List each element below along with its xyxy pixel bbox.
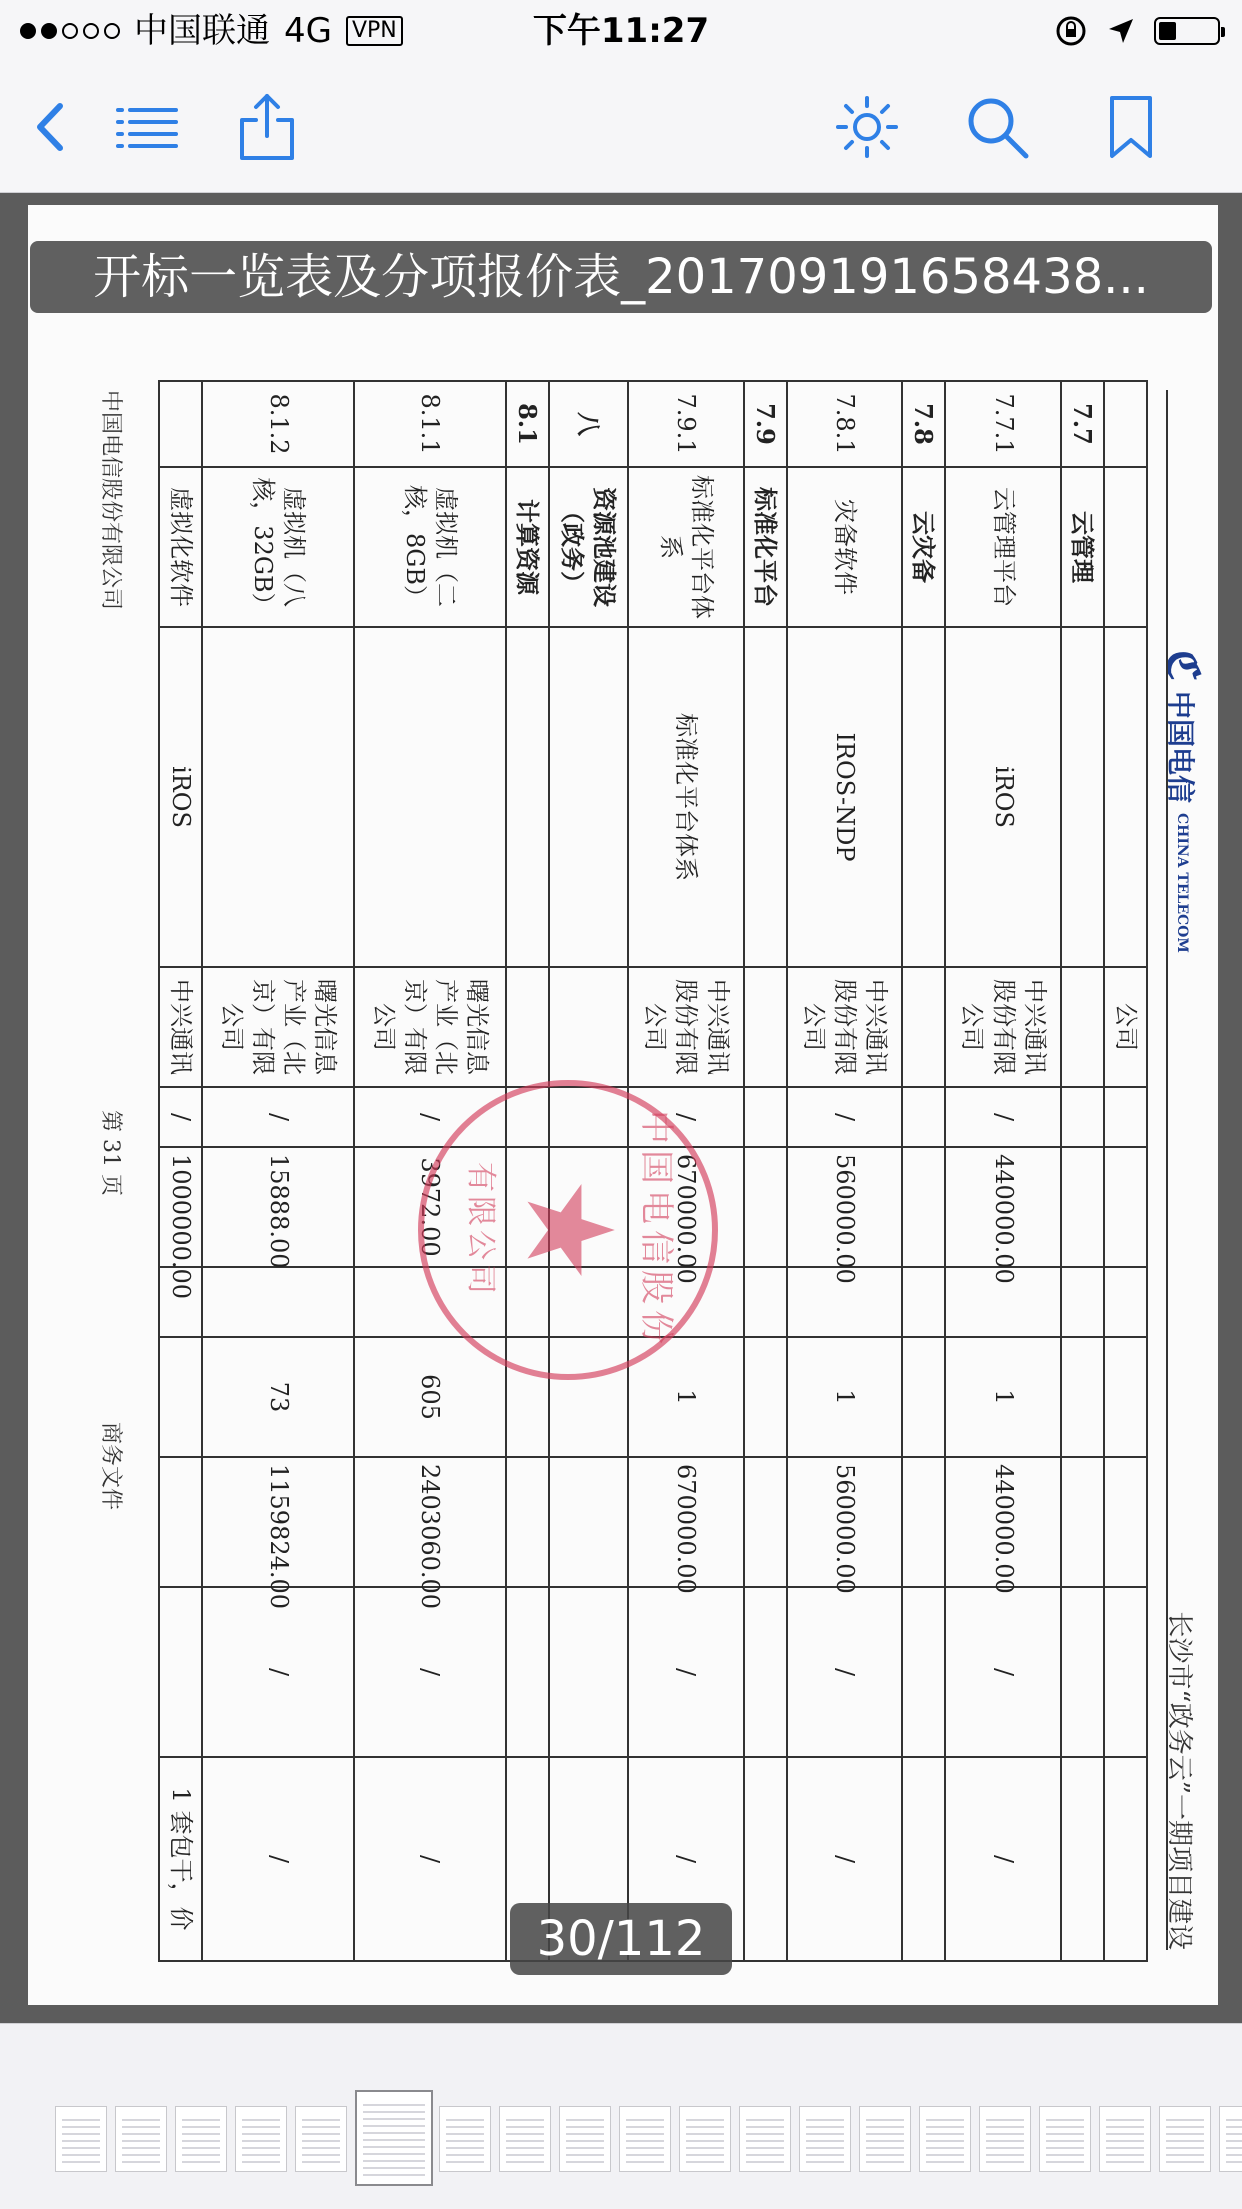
cell-slash: / — [159, 1087, 202, 1147]
bookmark-icon[interactable] — [1096, 92, 1166, 162]
thumbnail[interactable] — [1159, 2106, 1211, 2172]
cell-c9: / — [202, 1757, 354, 1961]
cell-model — [1104, 627, 1147, 967]
cell-maker: 曙光信息产业（北京）有限公司 — [202, 967, 354, 1087]
cell-model: iROS — [159, 627, 202, 967]
cell-total — [159, 1457, 202, 1587]
file-title-overlay: 开标一览表及分项报价表_201709191658438... — [30, 241, 1212, 313]
cell-model — [202, 627, 354, 967]
thumbnail[interactable] — [295, 2106, 347, 2172]
cell-c8 — [506, 1587, 549, 1757]
logo-text: 中国电信 — [1164, 690, 1198, 803]
cell-c9: / — [945, 1757, 1060, 1961]
share-icon[interactable] — [232, 92, 302, 162]
cell-name: 标准化平台 — [744, 467, 787, 627]
cell-unit_price: 670000.00 — [628, 1147, 743, 1267]
carrier-name: 中国联通 — [134, 11, 270, 51]
cell-unit_price — [1104, 1147, 1147, 1267]
cell-blank — [1104, 1267, 1147, 1337]
thumbnail[interactable] — [799, 2106, 851, 2172]
cell-model — [549, 627, 628, 967]
cell-slash — [1061, 1087, 1104, 1147]
cell-maker — [549, 967, 628, 1087]
cell-maker — [506, 967, 549, 1087]
cell-total — [1061, 1457, 1104, 1587]
cell-c9: / — [354, 1757, 506, 1961]
cell-total: 670000.00 — [628, 1457, 743, 1587]
cell-qty — [1104, 1337, 1147, 1457]
cell-c8 — [159, 1587, 202, 1757]
table-row — [159, 381, 202, 1961]
footer-doc-type: 商务文件 — [98, 1421, 123, 1510]
cell-model — [354, 627, 506, 967]
thumbnail[interactable] — [235, 2106, 287, 2172]
status-bar — [0, 0, 1242, 62]
search-icon[interactable] — [962, 92, 1032, 162]
cell-c9 — [744, 1757, 787, 1961]
cell-c8 — [902, 1587, 945, 1757]
list-icon[interactable] — [112, 92, 182, 162]
cell-maker: 中兴通讯股份有限公司 — [628, 967, 743, 1087]
cell-maker: 曙光信息产业（北京）有限公司 — [354, 967, 506, 1087]
cell-c8: / — [945, 1587, 1060, 1757]
document-viewer[interactable] — [0, 193, 1242, 2023]
cell-total: 1159824.00 — [202, 1457, 354, 1587]
cell-name: 灾备软件 — [787, 467, 902, 627]
cell-maker: 中兴通讯 — [159, 967, 202, 1087]
cell-no — [159, 381, 202, 467]
cell-total — [549, 1457, 628, 1587]
footer-page-number: 第 31 页 — [98, 1110, 123, 1196]
cell-model — [744, 627, 787, 967]
table-row — [787, 381, 902, 1961]
cell-c9: 1 套包干，价 — [159, 1757, 202, 1961]
cell-slash: / — [945, 1087, 1060, 1147]
cell-qty — [744, 1337, 787, 1457]
cell-qty: 605 — [354, 1337, 506, 1457]
brightness-icon[interactable] — [832, 92, 902, 162]
thumbnail[interactable] — [439, 2106, 491, 2172]
scanned-document — [68, 350, 1218, 1990]
footer-company: 中国电信股份有限公司 — [98, 390, 123, 611]
telecom-logo-icon: ℭ — [1157, 650, 1208, 681]
cell-no: 7.9 — [744, 381, 787, 467]
cell-model: iROS — [945, 627, 1060, 967]
viewer-toolbar — [0, 62, 1242, 193]
status-right — [1054, 0, 1220, 62]
cell-maker: 公司 — [1104, 967, 1147, 1087]
cell-no: 7.8.1 — [787, 381, 902, 467]
cell-no: 7.8 — [902, 381, 945, 467]
cell-model — [1061, 627, 1104, 967]
thumbnail[interactable] — [619, 2106, 671, 2172]
document-page[interactable] — [28, 205, 1218, 2005]
seal-star-icon: ★ — [499, 1176, 638, 1284]
cell-maker: 中兴通讯股份有限公司 — [945, 967, 1060, 1087]
thumbnail[interactable] — [1039, 2106, 1091, 2172]
thumbnail-active[interactable] — [355, 2090, 433, 2186]
company-seal: 中国电信股份 ★ 有限公司 — [418, 1080, 718, 1380]
table-row — [945, 381, 1060, 1961]
thumbnail[interactable] — [175, 2106, 227, 2172]
cell-blank — [202, 1267, 354, 1337]
cell-blank — [1061, 1267, 1104, 1337]
logo-subtext: CHINA TELECOM — [1174, 812, 1191, 953]
cell-c8: / — [787, 1587, 902, 1757]
cell-slash — [1104, 1087, 1147, 1147]
cell-model — [902, 627, 945, 967]
cell-c9 — [902, 1757, 945, 1961]
cell-unit_price: 440000.00 — [945, 1147, 1060, 1267]
cell-qty — [159, 1337, 202, 1457]
cell-qty: 73 — [202, 1337, 354, 1457]
thumbnail[interactable] — [679, 2106, 731, 2172]
thumbnail-strip[interactable] — [0, 2023, 1242, 2209]
cell-no — [1104, 381, 1147, 467]
cell-name: 云灾备 — [902, 467, 945, 627]
table-row — [744, 381, 787, 1961]
cell-slash: / — [354, 1087, 506, 1147]
cell-c8 — [1061, 1587, 1104, 1757]
header-rule — [1166, 390, 1168, 1950]
cell-total — [506, 1457, 549, 1587]
cell-qty: 1 — [787, 1337, 902, 1457]
thumbnail[interactable] — [739, 2106, 791, 2172]
cell-slash: / — [202, 1087, 354, 1147]
cell-model: IROS-NDP — [787, 627, 902, 967]
cell-qty — [1061, 1337, 1104, 1457]
cell-no: 8.1.2 — [202, 381, 354, 467]
cell-c9: / — [787, 1757, 902, 1961]
china-telecom-logo — [1157, 650, 1208, 953]
cell-name: 资源池建设（政务） — [549, 467, 628, 627]
cell-total: 2403060.00 — [354, 1457, 506, 1587]
location-arrow-icon — [1106, 16, 1136, 46]
cell-c8 — [1104, 1587, 1147, 1757]
thumbnail[interactable] — [859, 2106, 911, 2172]
cell-unit_price — [902, 1147, 945, 1267]
cell-no: 8.1.1 — [354, 381, 506, 467]
cell-c9 — [1061, 1757, 1104, 1961]
thumbnail[interactable] — [55, 2106, 107, 2172]
cell-name: 虚拟机（八核，32GB） — [202, 467, 354, 627]
cell-c8: / — [354, 1587, 506, 1757]
table-row — [902, 381, 945, 1961]
cell-name: 云管理平台 — [945, 467, 1060, 627]
cell-c9: / — [628, 1757, 743, 1961]
cell-total — [744, 1457, 787, 1587]
cell-qty: 1 — [628, 1337, 743, 1457]
thumbnail[interactable] — [979, 2106, 1031, 2172]
cell-no: 八 — [549, 381, 628, 467]
cell-unit_price: 15888.00 — [202, 1147, 354, 1267]
cell-unit_price — [744, 1147, 787, 1267]
cell-no: 7.7 — [1061, 381, 1104, 467]
cell-maker — [1061, 967, 1104, 1087]
thumbnail[interactable] — [1099, 2106, 1151, 2172]
cell-maker — [902, 967, 945, 1087]
table-row — [202, 381, 354, 1961]
thumbnail[interactable] — [919, 2106, 971, 2172]
cell-unit_price: 560000.00 — [787, 1147, 902, 1267]
cell-c8: / — [202, 1587, 354, 1757]
cell-name: 虚拟化软件 — [159, 467, 202, 627]
cell-name: 虚拟机（二核，8GB） — [354, 467, 506, 627]
cell-slash: / — [787, 1087, 902, 1147]
cell-no: 8.1 — [506, 381, 549, 467]
cell-total — [902, 1457, 945, 1587]
orientation-lock-icon — [1054, 14, 1088, 48]
cell-name: 计算资源 — [506, 467, 549, 627]
cell-slash — [744, 1087, 787, 1147]
clock: 下午11:27 — [532, 11, 710, 51]
cell-slash: / — [628, 1087, 743, 1147]
cell-c8 — [744, 1587, 787, 1757]
cell-no: 7.9.1 — [628, 381, 743, 467]
cell-qty: 1 — [945, 1337, 1060, 1457]
cell-c8: / — [628, 1587, 743, 1757]
cell-unit_price — [1061, 1147, 1104, 1267]
cell-total: 560000.00 — [787, 1457, 902, 1587]
vpn-badge: VPN — [346, 16, 403, 46]
table-row — [1104, 381, 1147, 1961]
cell-slash — [902, 1087, 945, 1147]
thumbnail[interactable] — [1219, 2106, 1242, 2172]
cell-blank — [902, 1267, 945, 1337]
page-indicator: 30/112 — [510, 1903, 732, 1975]
cell-unit_price: 1000000.00 — [159, 1147, 202, 1267]
document-header: 长沙市“政务云”一期项目建设 — [1164, 1611, 1194, 1950]
cell-c8 — [549, 1587, 628, 1757]
cell-total: 440000.00 — [945, 1457, 1060, 1587]
back-chevron-icon[interactable] — [18, 92, 88, 162]
cell-name: 云管理 — [1061, 467, 1104, 627]
cell-total — [1104, 1457, 1147, 1587]
cell-model — [506, 627, 549, 967]
cell-no: 7.7.1 — [945, 381, 1060, 467]
cell-name — [1104, 467, 1147, 627]
cell-name: 标准化平台体系 — [628, 467, 743, 627]
rotated-page-content — [68, 350, 1218, 1990]
cell-model: 标准化平台体系 — [628, 627, 743, 967]
thumbnail[interactable] — [559, 2106, 611, 2172]
cell-qty — [902, 1337, 945, 1457]
cell-c9 — [1104, 1757, 1147, 1961]
cell-maker — [744, 967, 787, 1087]
cell-maker: 中兴通讯股份有限公司 — [787, 967, 902, 1087]
network-type: 4G — [284, 11, 332, 51]
battery-icon — [1154, 17, 1220, 45]
thumbnail[interactable] — [115, 2106, 167, 2172]
table-row — [1061, 381, 1104, 1961]
thumbnail[interactable] — [499, 2106, 551, 2172]
cell-unit_price: 3972.00 — [354, 1147, 506, 1267]
cell-blank — [744, 1267, 787, 1337]
